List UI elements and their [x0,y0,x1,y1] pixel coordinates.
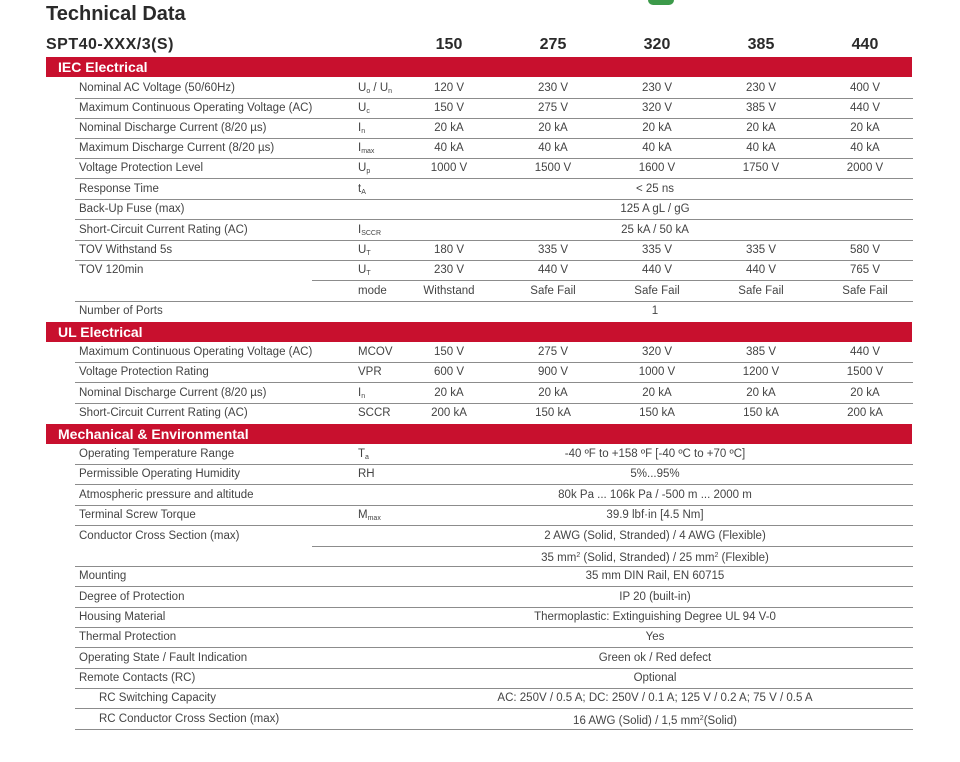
table-row [75,709,913,730]
table-row [75,648,913,669]
row-label: Maximum Discharge Current (8/20 µs) [79,142,275,154]
row-label: Nominal AC Voltage (50/60Hz) [79,82,235,94]
row-symbol: $U_o / U_n$ [358,82,393,95]
cell-value: 20 kA [642,387,672,399]
table-row [75,485,913,506]
cell-value: 1500 V [846,366,884,378]
cell-value-span: Yes [645,631,665,643]
row-label: Degree of Protection [79,591,185,603]
cell-value-span: < 25 ns [635,183,675,195]
cell-value: 20 kA [642,122,672,134]
cell-value: Safe Fail [842,285,888,297]
table-row [75,383,913,404]
cell-value: 900 V [537,366,569,378]
cell-value: 600 V [433,366,465,378]
row-label: TOV Withstand 5s [79,244,173,256]
cell-value: 200 kA [431,407,467,419]
row-symbol: RH [358,468,375,480]
row-label: Permissible Operating Humidity [79,468,241,480]
cell-value: 20 kA [850,387,880,399]
cell-value: Withstand [423,285,475,297]
row-label: Atmospheric pressure and altitude [79,489,254,501]
cell-value: 335 V [537,244,569,256]
table-row [75,587,913,608]
table-row [75,98,913,119]
column-header: 320 [643,36,671,53]
row-label: Nominal Discharge Current (8/20 µs) [79,122,267,134]
cell-value: 40 kA [642,142,672,154]
cell-value: 20 kA [538,387,568,399]
cell-value-span: 16 AWG (Solid) / 1,5 $mm^2(Solid)$ [573,715,737,727]
model-name: SPT40-XXX/3(S) [46,36,174,53]
cell-value: 320 V [641,346,673,358]
row-symbol: $T_a$ [358,448,369,461]
cell-value: 335 V [641,244,673,256]
cell-value: 320 V [641,102,673,114]
cell-value: 1750 V [742,162,780,174]
column-header: 275 [539,36,567,53]
cell-value: 1000 V [430,162,468,174]
table-row [75,546,913,567]
cell-value: 230 V [537,82,569,94]
cell-value: 440 V [849,346,881,358]
row-label: Short-Circuit Current Rating (AC) [79,407,248,419]
cell-value: 440 V [537,264,569,276]
row-symbol: mode [358,285,387,297]
cell-value-span: 5%...95% [630,468,680,480]
cell-value-span: 80k Pa ... 106k Pa / -500 m ... 2000 m [558,489,752,501]
section-title: IEC Electrical [58,59,148,75]
section-header-iec [46,57,912,77]
row-label: Voltage Protection Rating [79,366,209,378]
cell-value-span: Green ok / Red defect [598,652,712,664]
cell-value-span: Thermoplastic: Extinguishing Degree UL 94 V-0 [534,611,776,623]
row-symbol: $U_c$ [358,102,370,115]
row-label: Maximum Continuous Operating Voltage (AC) [79,346,313,358]
cell-value: 765 V [849,264,881,276]
row-symbol: $U_T$ [358,244,371,257]
row-label: Short-Circuit Current Rating (AC) [79,224,248,236]
cell-value: Safe Fail [738,285,784,297]
section-title: Mechanical & Environmental [58,426,249,442]
row-symbol: $t_A$ [358,183,366,196]
row-label: RC Switching Capacity [99,692,216,704]
green-decorative-mark [648,0,674,5]
table-row [75,526,913,546]
cell-value: 440 V [745,264,777,276]
table-row [75,342,913,363]
table-row [75,362,913,383]
row-label: TOV 120min [79,264,144,276]
row-label: Conductor Cross Section (max) [79,530,240,542]
table-row [75,240,913,261]
cell-value: 40 kA [434,142,464,154]
row-symbol: $I_n$ [358,122,366,135]
cell-value: Safe Fail [634,285,680,297]
row-symbol: VPR [358,366,382,378]
cell-value: 400 V [849,82,881,94]
table-row [75,444,913,465]
cell-value-span: 1 [651,305,659,317]
cell-value: 20 kA [850,122,880,134]
cell-value: 440 V [641,264,673,276]
cell-value: 120 V [433,82,465,94]
cell-value-span: 35 $mm^2$ (Solid, Stranded) / 25 $mm^2$ (Flexible) [541,552,769,564]
model-header-row [0,34,960,56]
cell-value-span: AC: 250V / 0.5 A; DC: 250V / 0.1 A; 125 V / 0.2 A; 75 V / 0.5 A [497,692,813,704]
cell-value: 40 kA [538,142,568,154]
table-row [75,566,913,587]
column-header: 150 [435,36,463,53]
cell-value: 20 kA [746,122,776,134]
row-label: Back-Up Fuse (max) [79,203,185,215]
row-label: Maximum Continuous Operating Voltage (AC) [79,102,313,114]
row-label: Terminal Screw Torque [79,509,196,521]
cell-value: 385 V [745,102,777,114]
cell-value-span: Optional [633,672,677,684]
cell-value: 150 kA [535,407,571,419]
row-symbol: $I_{max}$ [358,142,375,155]
row-symbol: SCCR [358,407,391,419]
cell-value-span: 125 A gL / gG [620,203,690,215]
row-symbol: $U_p$ [358,162,371,175]
row-symbol: $U_T$ [358,264,371,277]
page-title: Technical Data [46,3,186,25]
table-row [75,627,913,648]
cell-value: 40 kA [850,142,880,154]
cell-value: 230 V [745,82,777,94]
cell-value: 2000 V [846,162,884,174]
row-label: Housing Material [79,611,166,623]
cell-value: 275 V [537,346,569,358]
table-row [75,118,913,139]
cell-value: 150 kA [639,407,675,419]
row-symbol: $M_{max}$ [358,509,381,522]
table-row [75,220,913,241]
row-label: RC Conductor Cross Section (max) [99,713,280,725]
table-row [75,179,913,200]
section-header-ul [46,322,912,342]
row-label: Nominal Discharge Current (8/20 µs) [79,387,267,399]
cell-value-span: 39.9 lbf·in [4.5 Nm] [606,509,704,521]
section-title: UL Electrical [58,324,143,340]
row-symbol: MCOV [358,346,393,358]
table-row [75,403,913,423]
cell-value-span: -40 ºF to +158 ºF [-40 ºC to +70 ºC] [564,448,746,460]
row-label: Voltage Protection Level [79,162,204,174]
column-header: 440 [851,36,879,53]
cell-value: 335 V [745,244,777,256]
cell-value: 200 kA [847,407,883,419]
cell-value: 20 kA [538,122,568,134]
table-row [75,260,913,280]
row-label: Number of Ports [79,305,163,317]
cell-value: 580 V [849,244,881,256]
table-row [75,505,913,526]
cell-value: 20 kA [434,122,464,134]
row-label: Remote Contacts (RC) [79,672,196,684]
row-label: Operating State / Fault Indication [79,652,248,664]
table-row [75,668,913,689]
cell-value: 275 V [537,102,569,114]
cell-value: 20 kA [434,387,464,399]
column-header: 385 [747,36,775,53]
table-row [75,78,913,99]
row-symbol: $I_{SCCR}$ [358,224,382,237]
cell-value: 230 V [641,82,673,94]
table-row [75,138,913,159]
row-label: Operating Temperature Range [79,448,235,460]
cell-value-span: 35 mm DIN Rail, EN 60715 [585,570,725,582]
cell-value: 230 V [433,264,465,276]
cell-value: 1000 V [638,366,676,378]
row-label: Mounting [79,570,127,582]
cell-value: 150 V [433,346,465,358]
cell-value-span: IP 20 (built-in) [619,591,691,603]
table-row [75,199,913,220]
cell-value: 385 V [745,346,777,358]
cell-value: 150 kA [743,407,779,419]
cell-value-span: 2 AWG (Solid, Stranded) / 4 AWG (Flexible) [544,530,766,542]
cell-value: 180 V [433,244,465,256]
table-row [75,607,913,628]
cell-value: 440 V [849,102,881,114]
table-row [75,281,913,302]
cell-value: Safe Fail [530,285,576,297]
table-row [75,688,913,709]
row-label: Response Time [79,183,159,195]
cell-value: 40 kA [746,142,776,154]
cell-value: 1600 V [638,162,676,174]
row-symbol: $I_n$ [358,387,366,400]
cell-value: 20 kA [746,387,776,399]
table-row [75,464,913,485]
section-header-mech [46,424,912,444]
cell-value: 1200 V [742,366,780,378]
table-row [75,158,913,179]
cell-value: 1500 V [534,162,572,174]
table-row [75,301,913,321]
cell-value-span: 25 kA / 50 kA [621,224,689,236]
row-label: Thermal Protection [79,631,177,643]
cell-value: 150 V [433,102,465,114]
